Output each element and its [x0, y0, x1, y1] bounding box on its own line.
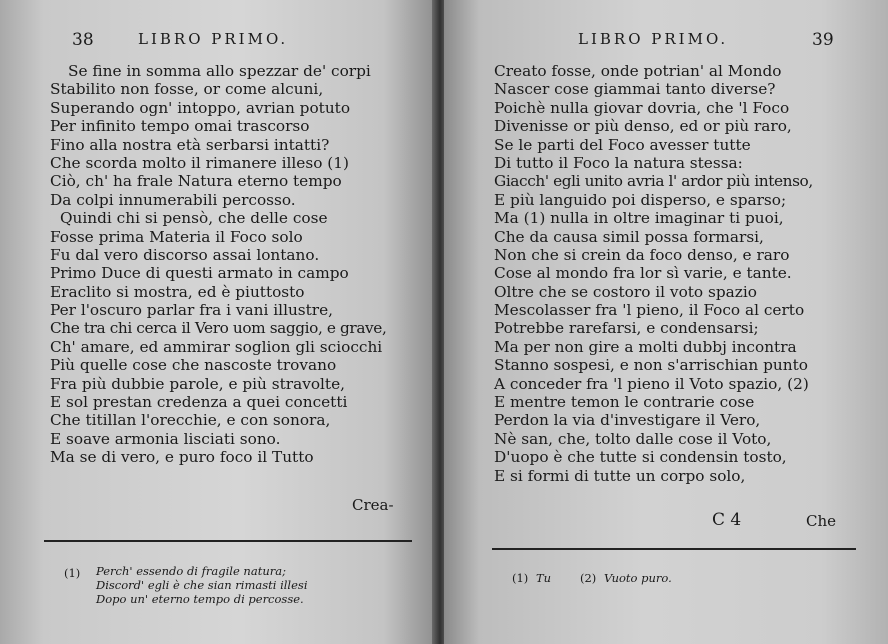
right-footnote-2-number: (2)	[580, 571, 597, 585]
left-page-number: 38	[72, 30, 94, 50]
text-line: Che tra chi cerca il Vero uom saggio, e grave,	[50, 319, 387, 338]
text-line: Ma per non gire a molti dubbj incontra	[494, 337, 797, 356]
right-running-head: LIBRO PRIMO.	[578, 30, 729, 48]
right-page	[444, 0, 888, 644]
text-line: A conceder fra 'l pieno il Voto spazio, (2)	[494, 374, 809, 393]
text-line: Se le parti del Foco avesser tutte	[494, 135, 751, 154]
text-line: Che da causa simil possa formarsi,	[494, 227, 764, 246]
text-line: Poichè nulla giovar dovria, che 'l Foco	[494, 98, 790, 117]
text-line: Fra più dubbie parole, e più stravolte,	[50, 374, 345, 393]
text-line: Di tutto il Foco la natura stessa:	[494, 153, 743, 172]
text-line: E soave armonia lisciati sono.	[50, 429, 281, 448]
text-line: Che titillan l'orecchie, e con sonora,	[50, 411, 331, 430]
text-line: E sol prestan credenza a quei concetti	[50, 393, 348, 412]
footnote-line: Perch' essendo di fragile natura;	[96, 564, 286, 578]
footnote-line: Discord' egli è che sian rimasti illesi	[96, 578, 308, 592]
text-line: Divenisse or più denso, ed or più raro,	[494, 117, 792, 136]
text-line: D'uopo è che tutte si condensin tosto,	[494, 448, 787, 467]
right-signature-mark: C 4	[712, 510, 742, 530]
text-line: Ma se di vero, e puro foco il Tutto	[50, 448, 314, 467]
text-line: Giacch' egli unito avria l' ardor più intenso,	[494, 172, 813, 191]
text-line: Oltre che se costoro il voto spazio	[494, 282, 757, 301]
text-line: Non che si crein da foco denso, e raro	[494, 245, 790, 264]
text-line: Più quelle cose che nascoste trovano	[50, 356, 337, 375]
text-line: Fosse prima Materia il Foco solo	[50, 227, 303, 246]
left-page	[0, 0, 436, 644]
text-line: Se fine in somma allo spezzar de' corpi	[68, 62, 371, 80]
text-line: Fu dal vero discorso assai lontano.	[50, 245, 320, 264]
right-page-number: 39	[812, 30, 834, 50]
right-footnote-1-number: (1)	[512, 571, 529, 585]
text-line: Stanno sospesi, e non s'arrischian punto	[494, 356, 808, 375]
text-line: Per l'oscuro parlar fra i vani illustre,	[50, 301, 334, 320]
text-line: Nascer cose giammai tanto diverse?	[494, 80, 776, 99]
text-line: E più languido poi disperso, e sparso;	[494, 190, 787, 209]
left-footnote-number: (1)	[64, 566, 81, 580]
footnote-line: Dopo un' eterno tempo di percosse.	[96, 592, 304, 606]
text-line: Ch' amare, ed ammirar soglion gli sciocchi	[50, 337, 383, 356]
text-line: Per infinito tempo omai trascorso	[50, 117, 310, 136]
text-line: Da colpi innumerabili percosso.	[50, 190, 296, 209]
right-text-block	[494, 62, 813, 485]
text-line: Stabilito non fosse, or come alcuni,	[50, 80, 324, 99]
text-line: Fino alla nostra età serbarsi intatti?	[50, 135, 330, 154]
text-line: E mentre temon le contrarie cose	[494, 393, 755, 412]
text-line: Ciò, ch' ha frale Natura eterno tempo	[50, 172, 342, 191]
text-line: Nè san, che, tolto dalle cose il Voto,	[494, 429, 772, 448]
right-footnote-2: Vuoto puro.	[604, 571, 672, 585]
text-line: Superando ogn' intoppo, avrian potuto	[50, 98, 351, 117]
right-catchword: Che	[806, 512, 837, 530]
text-line: Ma (1) nulla in oltre imaginar ti puoi,	[494, 209, 784, 228]
text-line: Perdon la via d'investigare il Vero,	[494, 411, 761, 430]
left-footnote-rule	[44, 540, 412, 542]
text-line: Primo Duce di questi armato in campo	[50, 264, 349, 283]
left-text-block	[50, 62, 386, 467]
text-line: Cose al mondo fra lor sì varie, e tante.	[494, 264, 792, 283]
left-catchword: Crea-	[352, 496, 394, 514]
right-footnote-1: Tu	[536, 571, 552, 585]
text-line: E si formi di tutte un corpo solo,	[494, 466, 746, 485]
text-line: Che scorda molto il rimanere illeso (1)	[50, 153, 349, 172]
text-line: Potrebbe rarefarsi, e condensarsi;	[494, 319, 759, 338]
text-line: Quindi chi si pensò, che delle cose	[60, 209, 328, 228]
left-footnote	[96, 564, 308, 606]
text-line: Mescolasser fra 'l pieno, il Foco al certo	[494, 301, 805, 320]
left-running-head: LIBRO PRIMO.	[138, 30, 289, 48]
right-footnote-rule	[492, 548, 856, 550]
text-line: Eraclito si mostra, ed è piuttosto	[50, 282, 305, 301]
text-line: Creato fosse, onde potrian' al Mondo	[494, 62, 782, 80]
